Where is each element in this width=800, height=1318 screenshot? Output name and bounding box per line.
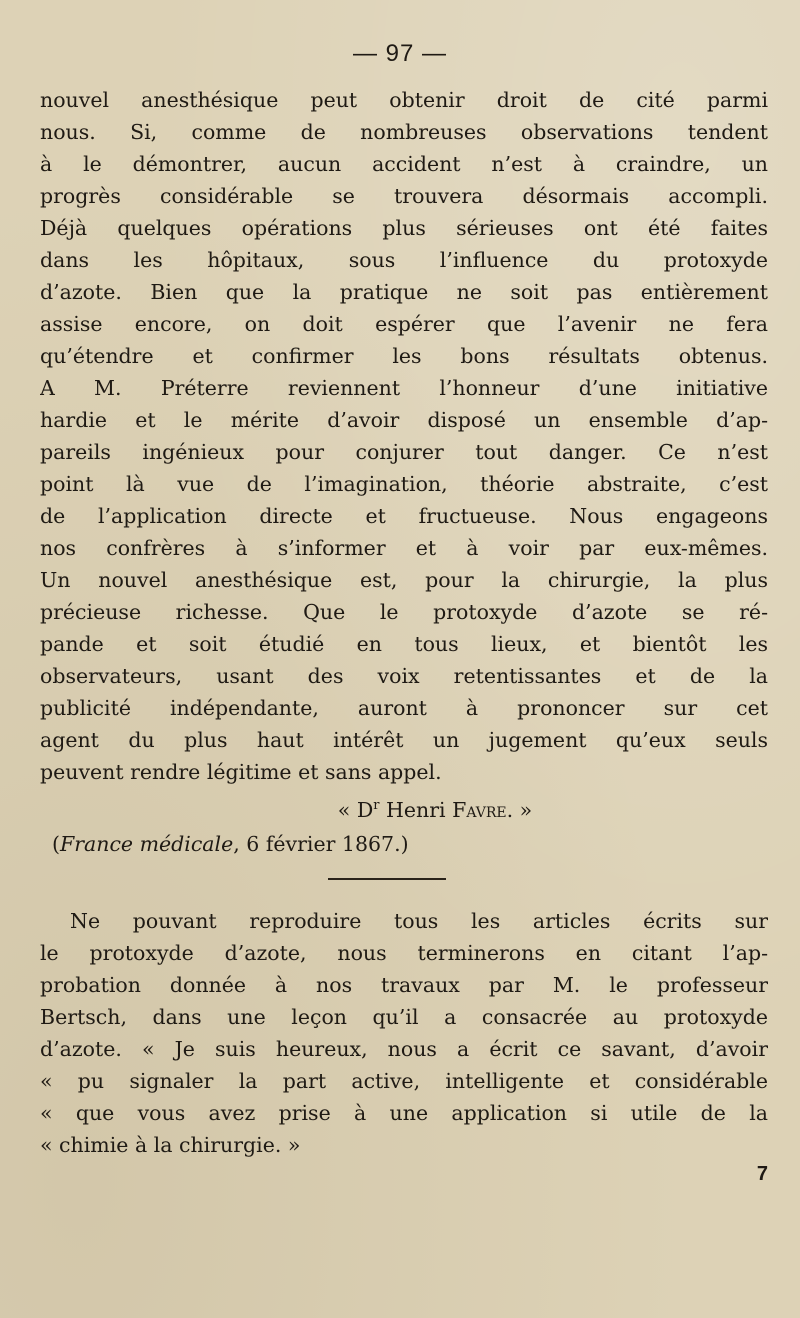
text-line: pande et soit étudié en tous lieux, et bientôt les xyxy=(40,632,768,656)
signature-sup: r xyxy=(373,798,380,813)
author-signature xyxy=(0,790,800,826)
text-line: Un nouvel anesthésique est, pour la chirurgie, la plus xyxy=(40,568,768,592)
text-line: qu’étendre et confirmer les bons résultats obtenus. xyxy=(40,344,768,368)
text-line: « pu signaler la part active, intelligente et considérable xyxy=(40,1069,768,1093)
page-number: 7 xyxy=(756,1163,768,1185)
text-line: nouvel anesthésique peut obtenir droit de cité parmi xyxy=(40,88,768,112)
text-line: progrès considérable se trouvera désormais accompli. xyxy=(40,184,768,208)
text-line: peuvent rendre légitime et sans appel. xyxy=(40,760,442,784)
text-line: « que vous avez prise à une application si utile de la xyxy=(40,1101,768,1125)
text-line: assise encore, on doit espérer que l’avenir ne fera xyxy=(40,312,768,336)
page-header: — 97 — xyxy=(352,40,448,67)
source-journal: France médicale xyxy=(60,832,234,856)
text-line: le protoxyde d’azote, nous terminerons en citant l’ap- xyxy=(40,941,768,965)
text-line: observateurs, usant des voix retentissantes et de la xyxy=(40,664,768,688)
text-line: « chimie à la chirurgie. » xyxy=(40,1133,301,1157)
text-line: d’azote. « Je suis heureux, nous a écrit ce savant, d’avoir xyxy=(40,1037,768,1061)
text-line: Ne pouvant reproduire tous les articles écrits sur xyxy=(70,909,768,933)
text-line: agent du plus haut intérêt un jugement qu’eux seuls xyxy=(40,728,768,752)
text-line: précieuse richesse. Que le protoxyde d’azote se ré- xyxy=(40,600,768,624)
text-line: à le démontrer, aucun accident n’est à craindre, un xyxy=(40,152,768,176)
text-line: dans les hôpitaux, sous l’influence du protoxyde xyxy=(40,248,768,272)
signature-surname: Favre xyxy=(452,797,507,822)
text-line: point là vue de l’imagination, théorie abstraite, c’est xyxy=(40,472,768,496)
text-line: publicité indépendante, auront à prononcer sur cet xyxy=(40,696,768,720)
signature-close: . » xyxy=(506,797,533,822)
text-line: probation donnée à nos travaux par M. le professeur xyxy=(40,973,768,997)
text-line: Déjà quelques opérations plus sérieuses ont été faites xyxy=(40,216,768,240)
source-open: ( xyxy=(52,832,60,856)
text-line: hardie et le mérite d’avoir disposé un ensemble d’ap- xyxy=(40,408,768,432)
source-rest: , 6 février 1867.) xyxy=(233,832,409,856)
section-divider xyxy=(328,878,446,880)
text-line: Bertsch, dans une leçon qu’il a consacrée au protoxyde xyxy=(40,1005,768,1029)
signature-open: « D xyxy=(337,797,374,822)
signature-name: Henri xyxy=(379,797,453,822)
text-line: d’azote. Bien que la pratique ne soit pas entièrement xyxy=(40,280,768,304)
text-line: de l’application directe et fructueuse. Nous engageons xyxy=(40,504,768,528)
text-line: nous. Si, comme de nombreuses observations tendent xyxy=(40,120,768,144)
text-line: pareils ingénieux pour conjurer tout danger. Ce n’est xyxy=(40,440,768,464)
source-citation xyxy=(52,828,409,860)
text-line: nos confrères à s’informer et à voir par eux-mêmes. xyxy=(40,536,768,560)
text-line: A M. Préterre reviennent l’honneur d’une initiative xyxy=(40,376,768,400)
